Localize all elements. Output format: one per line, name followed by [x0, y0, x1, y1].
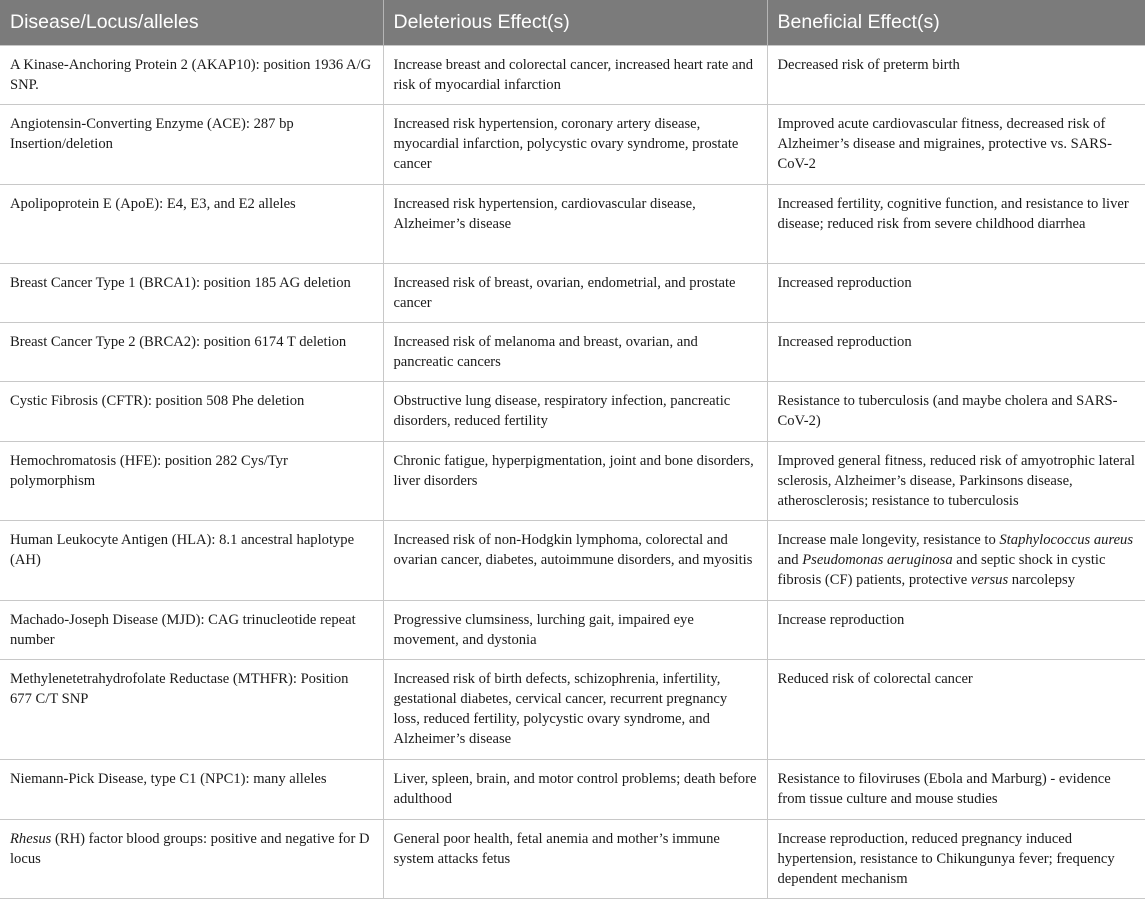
- cell-beneficial: Improved general fitness, reduced risk of amyotrophic lateral sclerosis, Alzheimer’s disease, Parkinsons disease, atherosclerosis; resistance to tuberculosis: [767, 442, 1145, 521]
- cell-deleterious: Increased risk of non-Hodgkin lymphoma, colorectal and ovarian cancer, diabetes, autoimmune disorders, and myositis: [383, 521, 767, 601]
- cell-deleterious: Increased risk hypertension, cardiovascular disease, Alzheimer’s disease: [383, 185, 767, 264]
- table-row: [0, 382, 1145, 442]
- cell-beneficial: Improved acute cardiovascular fitness, decreased risk of Alzheimer’s disease and migraines, protective vs. SARS-CoV-2: [767, 105, 1145, 185]
- table-row: [0, 264, 1145, 323]
- table-row: [0, 442, 1145, 521]
- header-row: [0, 0, 1145, 46]
- header-locus: Disease/Locus/alleles: [0, 0, 383, 46]
- table-row: [0, 323, 1145, 382]
- cell-locus: Rhesus (RH) factor blood groups: positive and negative for D locus: [0, 820, 383, 899]
- cell-deleterious: General poor health, fetal anemia and mother’s immune system attacks fetus: [383, 820, 767, 899]
- table-row: [0, 521, 1145, 601]
- cell-locus: Machado-Joseph Disease (MJD): CAG trinucleotide repeat number: [0, 601, 383, 660]
- cell-deleterious: Obstructive lung disease, respiratory infection, pancreatic disorders, reduced fertility: [383, 382, 767, 442]
- cell-locus: Cystic Fibrosis (CFTR): position 508 Phe deletion: [0, 382, 383, 442]
- table-row: [0, 601, 1145, 660]
- table-row: [0, 660, 1145, 760]
- cell-locus: Human Leukocyte Antigen (HLA): 8.1 ancestral haplotype (AH): [0, 521, 383, 601]
- cell-locus: A Kinase-Anchoring Protein 2 (AKAP10): position 1936 A/G SNP.: [0, 46, 383, 105]
- cell-beneficial: Resistance to tuberculosis (and maybe cholera and SARS-CoV-2): [767, 382, 1145, 442]
- cell-deleterious: Increased risk of birth defects, schizophrenia, infertility, gestational diabetes, cervical cancer, recurrent pregnancy loss, reduced fertility, polycystic ovary syndrome, and Alzheimer’s disease: [383, 660, 767, 760]
- table-body: [0, 46, 1145, 899]
- header-beneficial: Beneficial Effect(s): [767, 0, 1145, 46]
- cell-locus: Breast Cancer Type 1 (BRCA1): position 185 AG deletion: [0, 264, 383, 323]
- cell-deleterious: Increased risk of breast, ovarian, endometrial, and prostate cancer: [383, 264, 767, 323]
- header-deleterious: Deleterious Effect(s): [383, 0, 767, 46]
- cell-deleterious: Increased risk hypertension, coronary artery disease, myocardial infarction, polycystic ovary syndrome, prostate cancer: [383, 105, 767, 185]
- cell-deleterious: Progressive clumsiness, lurching gait, impaired eye movement, and dystonia: [383, 601, 767, 660]
- cell-locus: Apolipoprotein E (ApoE): E4, E3, and E2 alleles: [0, 185, 383, 264]
- cell-deleterious: Liver, spleen, brain, and motor control problems; death before adulthood: [383, 760, 767, 820]
- table-row: [0, 46, 1145, 105]
- table-row: [0, 105, 1145, 185]
- table-row: [0, 185, 1145, 264]
- cell-beneficial: Reduced risk of colorectal cancer: [767, 660, 1145, 760]
- table-row: [0, 820, 1145, 899]
- cell-beneficial: Resistance to filoviruses (Ebola and Marburg) - evidence from tissue culture and mouse studies: [767, 760, 1145, 820]
- cell-beneficial: Increased reproduction: [767, 264, 1145, 323]
- cell-beneficial: Increase reproduction: [767, 601, 1145, 660]
- cell-beneficial: Increased fertility, cognitive function, and resistance to liver disease; reduced risk from severe childhood diarrhea: [767, 185, 1145, 264]
- cell-locus: Niemann-Pick Disease, type C1 (NPC1): many alleles: [0, 760, 383, 820]
- cell-locus: Breast Cancer Type 2 (BRCA2): position 6174 T deletion: [0, 323, 383, 382]
- cell-deleterious: Increase breast and colorectal cancer, increased heart rate and risk of myocardial infarction: [383, 46, 767, 105]
- table-row: [0, 760, 1145, 820]
- cell-deleterious: Chronic fatigue, hyperpigmentation, joint and bone disorders, liver disorders: [383, 442, 767, 521]
- cell-locus: Methylenetetrahydrofolate Reductase (MTHFR): Position 677 C/T SNP: [0, 660, 383, 760]
- cell-beneficial: Increase reproduction, reduced pregnancy induced hypertension, resistance to Chikungunya fever; frequency dependent mechanism: [767, 820, 1145, 899]
- cell-locus: Angiotensin-Converting Enzyme (ACE): 287 bp Insertion/deletion: [0, 105, 383, 185]
- cell-beneficial: Increased reproduction: [767, 323, 1145, 382]
- cell-beneficial: Decreased risk of preterm birth: [767, 46, 1145, 105]
- cell-beneficial: Increase male longevity, resistance to Staphylococcus aureus and Pseudomonas aeruginosa and septic shock in cystic fibrosis (CF) patients, protective versus narcolepsy: [767, 521, 1145, 601]
- cell-locus: Hemochromatosis (HFE): position 282 Cys/Tyr polymorphism: [0, 442, 383, 521]
- cell-deleterious: Increased risk of melanoma and breast, ovarian, and pancreatic cancers: [383, 323, 767, 382]
